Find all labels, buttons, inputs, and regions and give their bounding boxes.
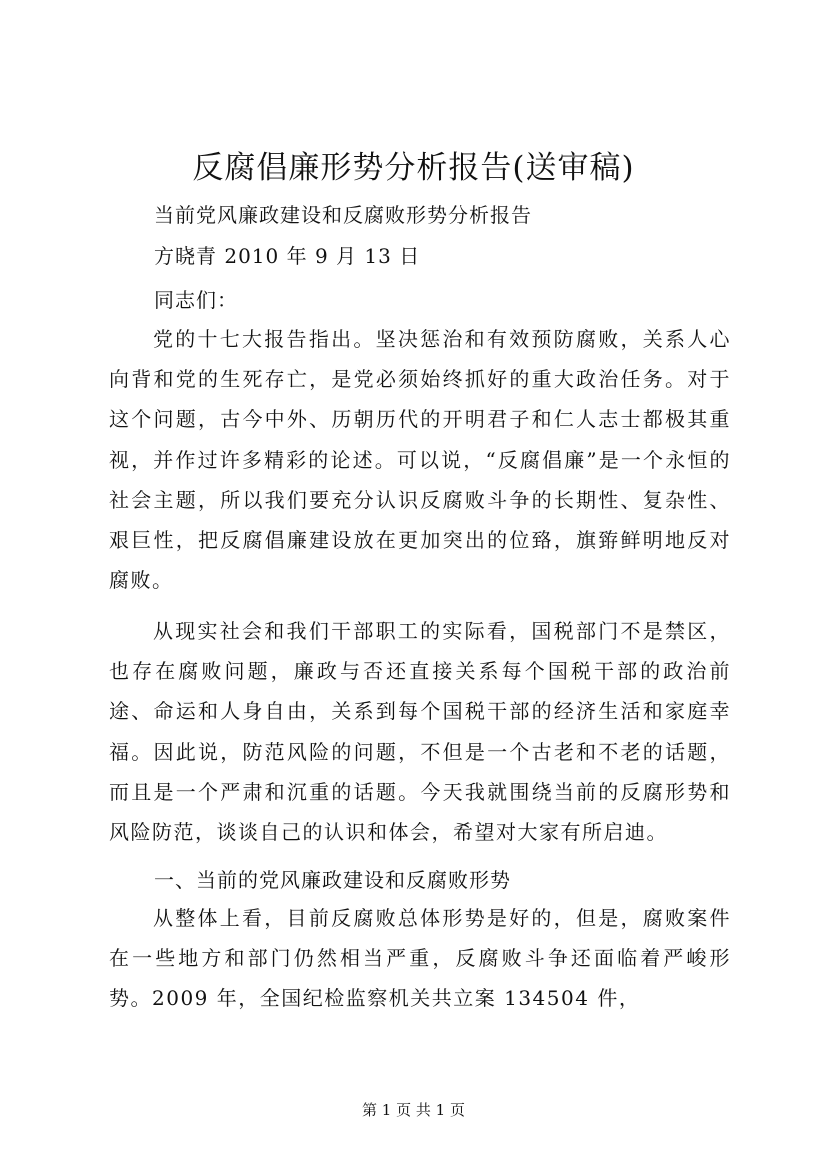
paragraph-3: 从整体上看，目前反腐败总体形势是好的，但是，腐败案件在一些地方和部门仍然相当严重，反腐败斗争还面临着严峻形势。2009 年，全国纪检监察机关共立案 134504 件， <box>109 906 731 1011</box>
author-date: 方晓青 2010 年 9 月 13 日 <box>154 244 421 268</box>
salutation: 同志们： <box>154 288 238 312</box>
paragraph-2: 从现实社会和我们干部职工的实际看，国税部门不是禁区，也存在腐败问题，廉政与否还直接关系每个国税干部的政治前途、命运和人身自由，关系到每个国税干部的经济生活和家庭幸福。因此说，防范风险的问题，不但是一个古老和不老的话题，而且是一个严肃和沉重的话题。今天我就围绕当前的反腐形势和风险防范，谈谈自己的认识和体会，希望对大家有所启迪。 <box>109 619 731 845</box>
paragraph-1: 党的十七大报告指出。坚决惩治和有效预防腐败，关系人心向背和党的生死存亡，是党必须始终抓好的重大政治任务。对于这个问题，古今中外、历朝历代的开明君子和仁人志士都极其重视，并作过许多精彩的论述。可以说，“反腐倡廉”是一个永恒的社会主题，所以我们要充分认识反腐败斗争的长期性、复杂性、艰巨性，把反腐倡廉建设放在更加突出的位臵，旗臶鲜明地反对腐败。 <box>109 327 731 593</box>
page-footer: 第 1 页 共 1 页 <box>362 1101 465 1119</box>
section-heading: 一、当前的党风廉政建设和反腐败形势 <box>154 868 511 892</box>
document-subtitle: 当前党风廉政建设和反腐败形势分析报告 <box>154 203 532 227</box>
document-title: 反腐倡廉形势分析报告(送审稿) <box>192 150 635 186</box>
